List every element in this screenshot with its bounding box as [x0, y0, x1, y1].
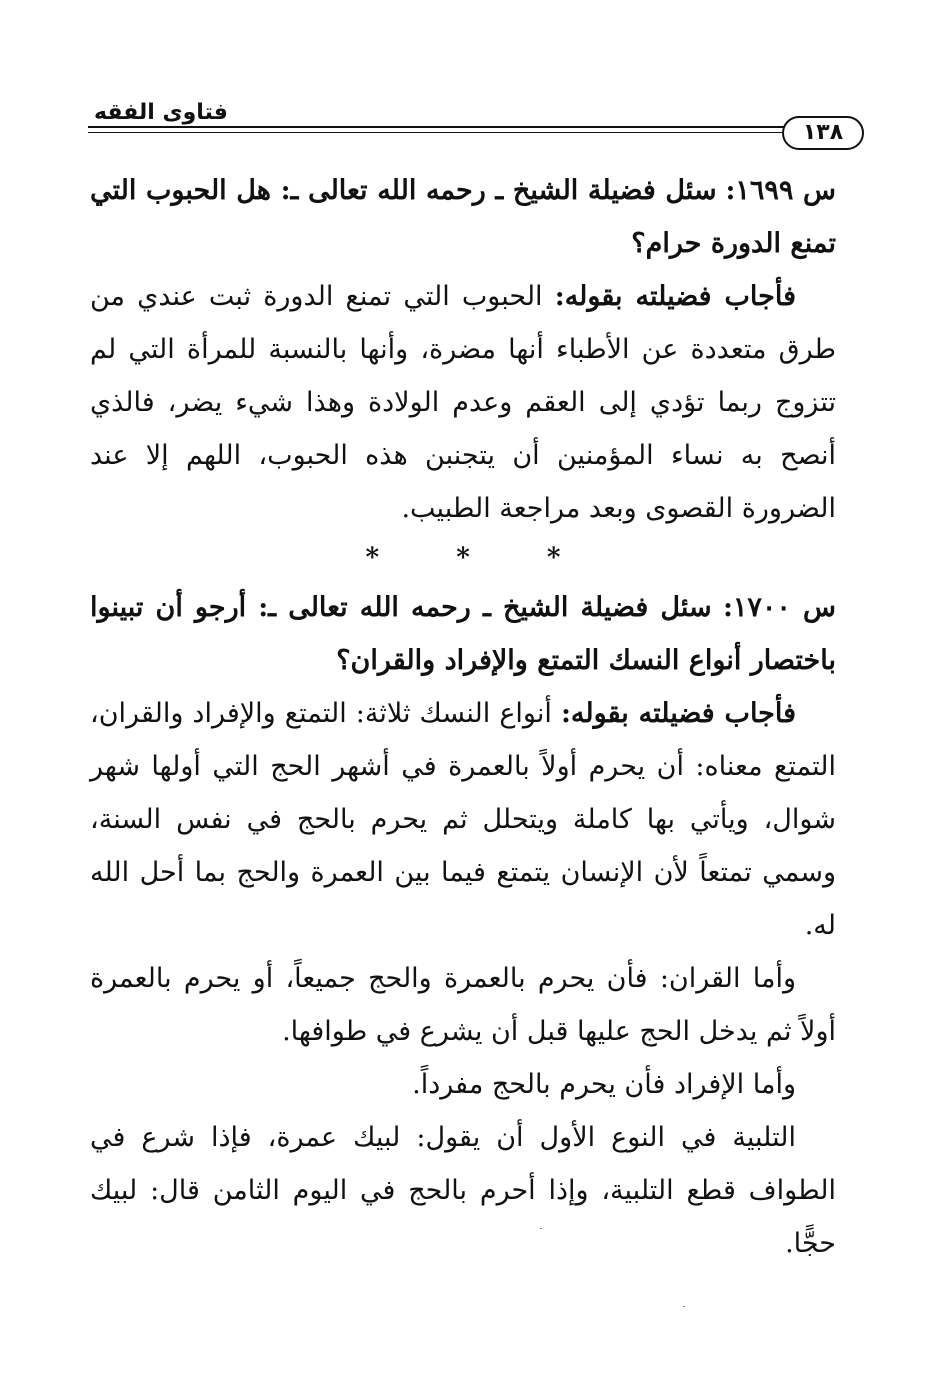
question-1700: [90, 581, 836, 687]
page-body: [90, 164, 836, 1270]
answer-label: فأجاب فضيلته بقوله:: [560, 698, 796, 729]
running-header: [88, 96, 864, 156]
answer-1700: [90, 687, 836, 952]
question-number: س ١٦٩٩:: [725, 175, 837, 206]
answer-1699: [90, 270, 836, 535]
page-number: ١٣٨: [782, 116, 864, 150]
answer-talbiya-paragraph: التلبية في النوع الأول أن يقول: لبيك عمرة، فإذا شرع في الطواف قطع التلبية، وإذا أحرم بالحج في اليوم الثامن قال: لبيك حجًّا.: [90, 1122, 836, 1259]
scan-speck: [683, 1306, 685, 1307]
answer-text: الحبوب التي تمنع الدورة ثبت عندي من طرق متعددة عن الأطباء أنها مضرة، وأنها بالنسبة للمرأة التي لم تتزوج ربما تؤدي إلى العقم وعدم الولادة وهذا شيء يضر، فالذي أنصح به نساء المؤمنين أن يتجنبن هذه الحبوب، اللهم إلا عند الضرورة القصوى وبعد مراجعة الطبيب.: [90, 281, 836, 524]
header-rule-thin: [88, 132, 784, 133]
answer-ifrad-paragraph: وأما الإفراد فأن يحرم بالحج مفرداً.: [412, 1069, 796, 1100]
section-separator: * * *: [365, 543, 595, 573]
question-text: سئل فضيلة الشيخ ـ رحمه الله تعالى ـ: أرجو أن تبينوا باختصار أنواع النسك التمتع والإفراد والقران؟: [90, 592, 836, 676]
answer-label: فأجاب فضيلته بقوله:: [554, 281, 796, 312]
question-number: س ١٧٠٠:: [722, 592, 836, 623]
question-1699: [90, 164, 836, 270]
header-title: فتاوى الفقه: [94, 100, 228, 125]
answer-text: أنواع النسك ثلاثة: التمتع والإفراد والقران، التمتع معناه: أن يحرم أولاً بالعمرة في أشهر الحج التي أولها شهر شوال، ويأتي بها كاملة ويتحلل ثم يحرم بالحج في نفس السنة، وسمي تمتعاً لأن الإنسان يتمتع فيما بين العمرة والحج بما أحل الله له.: [90, 698, 836, 941]
question-text: سئل فضيلة الشيخ ـ رحمه الله تعالى ـ: هل الحبوب التي تمنع الدورة حرام؟: [90, 175, 836, 259]
header-rule: [88, 126, 784, 128]
answer-qiran-paragraph: وأما القران: فأن يحرم بالعمرة والحج جميعاً، أو يحرم بالعمرة أولاً ثم يدخل الحج عليها قبل أن يشرع في طوافها.: [90, 963, 836, 1047]
scan-speck: [540, 1228, 542, 1229]
